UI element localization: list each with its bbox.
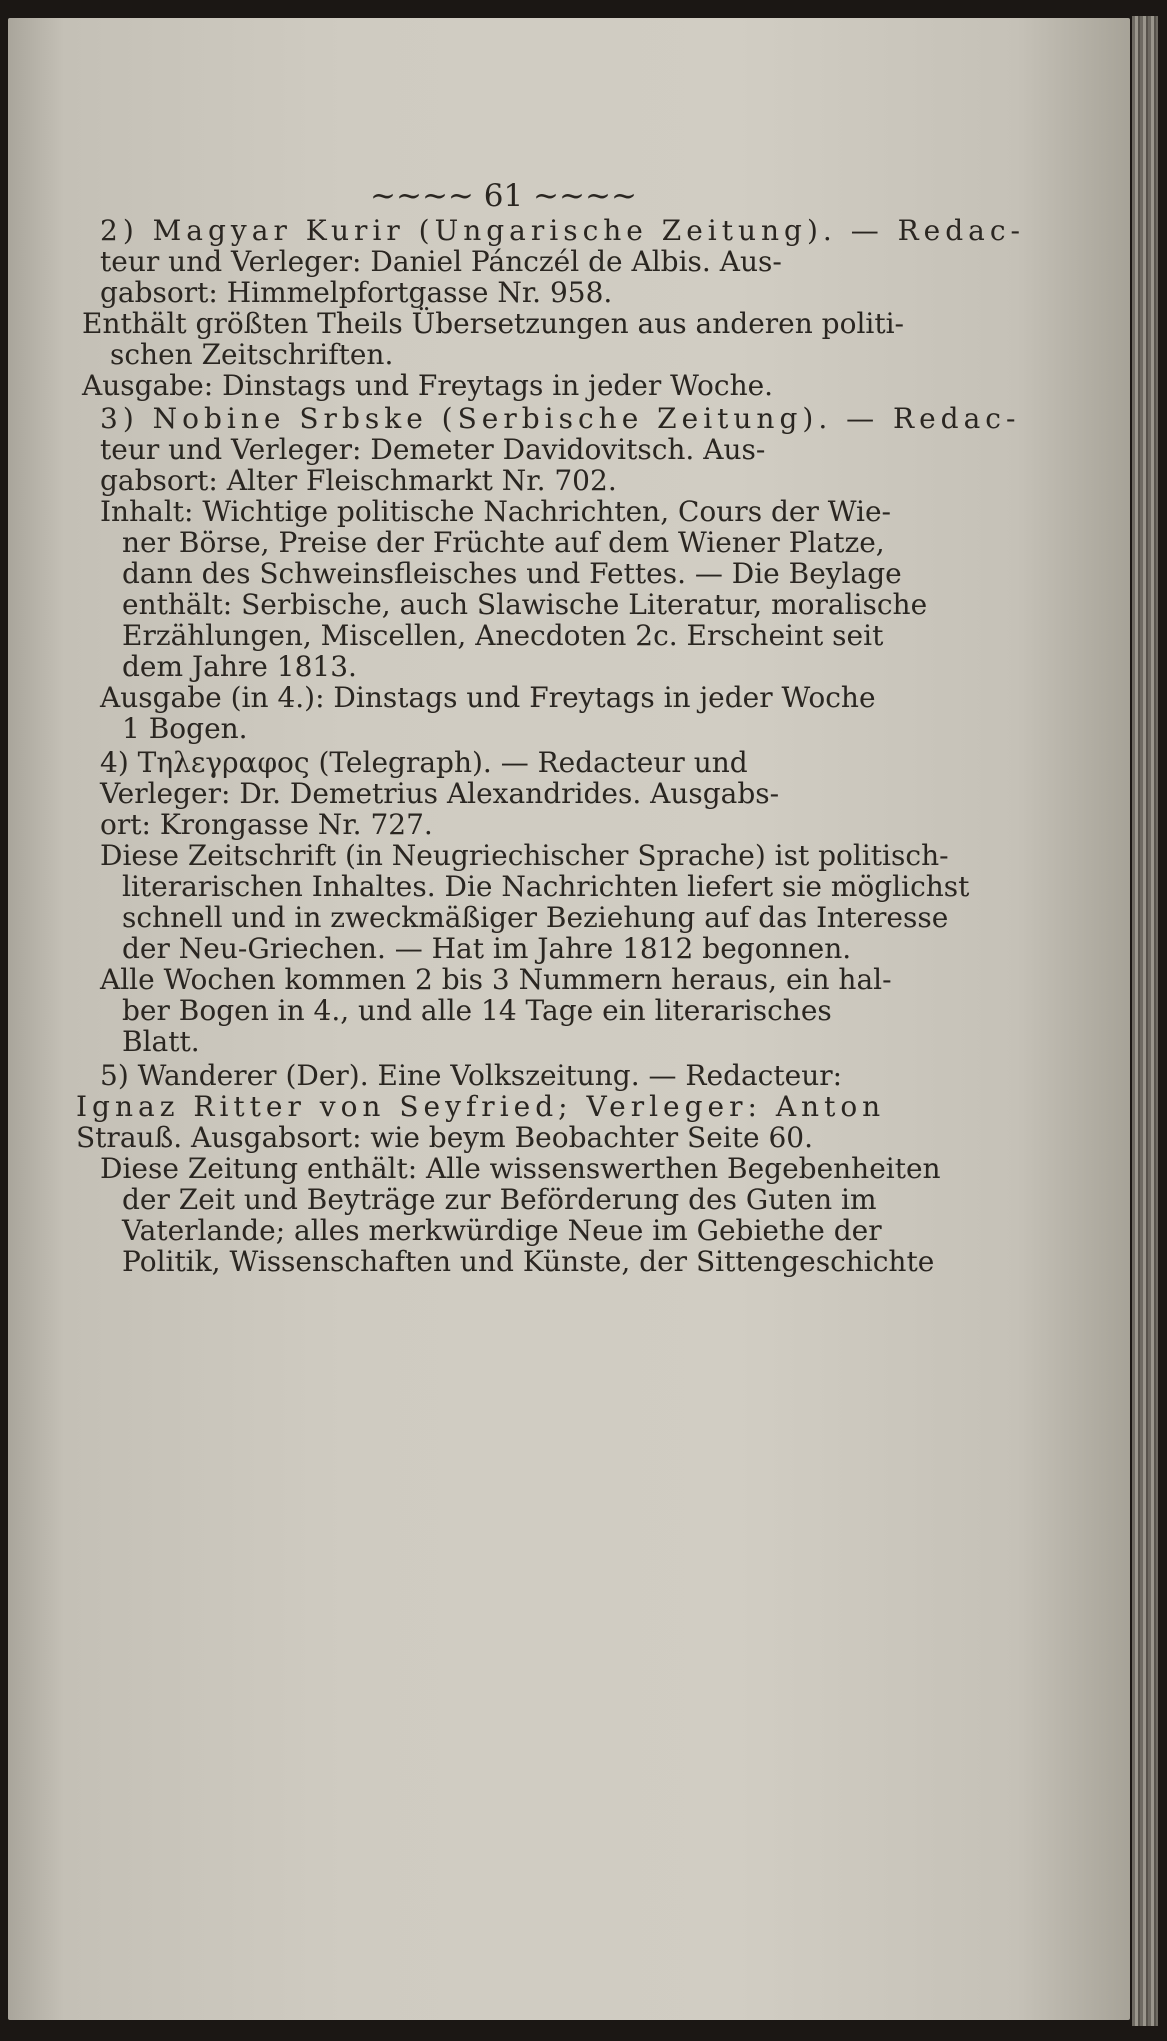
entry-5-line: Ignaz Ritter von Seyfried; Verleger: Anton xyxy=(76,1090,886,1123)
entry-2-line: Enthält größten Theils Übersetzungen aus anderen politi- xyxy=(82,307,905,340)
entry-3-line: dann des Schweinsfleisches und Fettes. — Die Beylage xyxy=(122,557,902,590)
entry-3-line: ner Börse, Preise der Früchte auf dem Wiener Platze, xyxy=(122,526,885,559)
entry-3-line: Erzählungen, Miscellen, Anecdoten 2c. Erscheint seit xyxy=(122,619,884,652)
entry-5-line: der Zeit und Beyträge zur Beförderung des Guten im xyxy=(122,1183,877,1216)
entry-4-line: ber Bogen in 4., und alle 14 Tage ein literarisches xyxy=(122,994,832,1027)
entry-3-heading: 3) Nobine Srbske (Serbische Zeitung). — Redac- xyxy=(100,402,1021,435)
entry-3-line: gabsort: Alter Fleischmarkt Nr. 702. xyxy=(100,464,617,497)
entry-4-line: Alle Wochen kommen 2 bis 3 Nummern heraus, ein hal- xyxy=(100,963,892,996)
entry-2-heading: 2) Magyar Kurir (Ungarische Zeitung). — Redac- xyxy=(100,214,1026,247)
entry-3-line: dem Jahre 1813. xyxy=(122,650,357,683)
page-number-header: ~~~~ 61 ~~~~ xyxy=(370,178,637,214)
entry-3-line: 1 Bogen. xyxy=(122,712,248,745)
entry-4-line: ort: Krongasse Nr. 727. xyxy=(100,808,433,841)
entry-4-line: Blatt. xyxy=(122,1025,200,1058)
entry-3-line: Inhalt: Wichtige politische Nachrichten, Cours der Wie- xyxy=(100,495,892,528)
entry-3-line: teur und Verleger: Demeter Davidovitsch. Aus- xyxy=(100,433,766,466)
entry-5-line: Politik, Wissenschaften und Künste, der Sittengeschichte xyxy=(122,1245,935,1278)
entry-2-line: gabsort: Himmelpfortgasse Nr. 958. xyxy=(100,276,613,309)
entry-4-line: Diese Zeitschrift (in Neugriechischer Sprache) ist politisch- xyxy=(100,839,949,872)
entry-2-line: teur und Verleger: Daniel Pánczél de Albis. Aus- xyxy=(100,245,782,278)
entry-5-line: Diese Zeitung enthält: Alle wissenswerthen Begebenheiten xyxy=(100,1152,941,1185)
entry-3-line: Ausgabe (in 4.): Dinstags und Freytags in jeder Woche xyxy=(100,681,876,714)
entry-2-line: schen Zeitschriften. xyxy=(110,338,394,371)
entry-4-heading: 4) Τηλεγραφος (Telegraph). — Redacteur und xyxy=(100,746,748,779)
entry-4-line: schnell und in zweckmäßiger Beziehung auf das Interesse xyxy=(122,901,949,934)
entry-3-line: enthält: Serbische, auch Slawische Literatur, moralische xyxy=(122,588,928,621)
entry-5-line: Strauß. Ausgabsort: wie beym Beobachter Seite 60. xyxy=(76,1121,813,1154)
page-edge-stack xyxy=(1132,16,1158,2026)
entry-5-line: Vaterlande; alles merkwürdige Neue im Gebiethe der xyxy=(122,1214,882,1247)
entry-4-line: Verleger: Dr. Demetrius Alexandrides. Ausgabs- xyxy=(100,777,780,810)
entry-2-line: Ausgabe: Dinstags und Freytags in jeder Woche. xyxy=(82,369,774,402)
entry-5-heading: 5) Wanderer (Der). Eine Volkszeitung. — Redacteur: xyxy=(100,1059,843,1092)
entry-4-line: der Neu-Griechen. — Hat im Jahre 1812 begonnen. xyxy=(122,932,852,965)
entry-4-line: literarischen Inhaltes. Die Nachrichten liefert sie möglichst xyxy=(122,870,970,903)
